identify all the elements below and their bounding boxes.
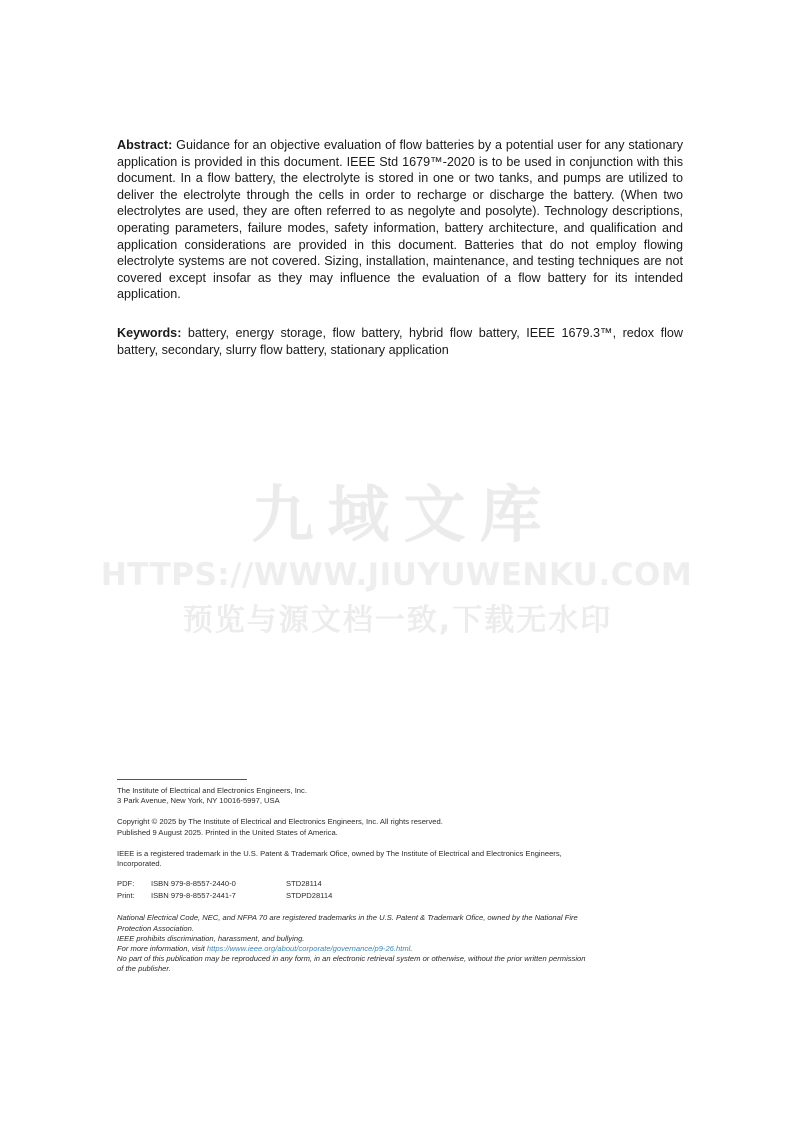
trademark-line-2: Incorporated. bbox=[117, 859, 162, 869]
published-line: Published 9 August 2025. Printed in the United States of America. bbox=[117, 827, 338, 837]
abstract-label: Abstract: bbox=[117, 138, 173, 152]
isbn-kind-pdf: PDF: bbox=[117, 879, 135, 889]
table-row bbox=[117, 879, 332, 891]
footer-divider bbox=[117, 779, 247, 780]
legal-nec-line-2: Protection Association. bbox=[117, 923, 194, 933]
isbn-number-pdf: ISBN 979-8-8557-2440-0 bbox=[151, 879, 236, 889]
isbn-kind-print: Print: bbox=[117, 890, 135, 900]
isbn-number-print: ISBN 979-8-8557-2441-7 bbox=[151, 890, 236, 900]
watermark-url: HTTPS://WWW.JIUYUWENKU.COM bbox=[100, 557, 693, 594]
legal-reproduction-line-2: of the publisher. bbox=[117, 964, 171, 974]
legal-discrimination-line: IEEE prohibits discrimination, harassment, and bullying. bbox=[117, 933, 305, 943]
keywords-paragraph bbox=[117, 325, 683, 358]
table-row bbox=[117, 891, 332, 903]
more-info-suffix: . bbox=[410, 944, 413, 954]
publisher-address: 3 Park Avenue, New York, NY 10016-5997, USA bbox=[117, 796, 280, 806]
trademark-block bbox=[117, 849, 683, 869]
colophon-footer bbox=[117, 779, 683, 975]
isbn-table bbox=[117, 879, 332, 902]
copyright-block bbox=[117, 817, 683, 837]
keywords-label: Keywords: bbox=[117, 325, 182, 340]
legal-nec-line-1: National Electrical Code, NEC, and NFPA 70 are registered trademarks in the U.S. Patent & Trademark Ofice, owned by the National Fire bbox=[117, 913, 578, 923]
governance-policy-link[interactable]: https://www.ieee.org/about/corporate/governance/p9-26.html bbox=[206, 944, 411, 954]
isbn-code-pdf: STD28114 bbox=[286, 879, 322, 889]
abstract-text: Guidance for an objective evaluation of flow batteries by a potential user for any stationary application is provided in this document. IEEE Std 1679™-2020 is to be used in conjunction with this document. In a flow battery, the electrolyte is stored in one or two tanks, and pumps are utilized to deliver the electrolyte through the cells in order to recharge or discharge the battery. (When two electrolytes are used, they are often referred to as negolyte and posolyte). Technology descriptions, operating parameters, failure modes, safety information, battery architecture, and qualification and application considerations are provided in this document. Batteries that do not employ flowing electrolyte systems are not covered. Sizing, installation, maintenance, and testing techniques are not covered except insofar as they may influence the evaluation of a flow battery for its intended application. bbox=[117, 138, 683, 302]
legal-more-info-line bbox=[117, 944, 683, 954]
abstract-paragraph bbox=[117, 137, 683, 303]
copyright-line: Copyright © 2025 by The Institute of Electrical and Electronics Engineers, Inc. All rights reserved. bbox=[117, 817, 443, 827]
watermark-tagline: 预览与源文档一致,下载无水印 bbox=[182, 603, 613, 638]
keywords-text: battery, energy storage, flow battery, hybrid flow battery, IEEE 1679.3™, redox flow battery, secondary, slurry flow battery, stationary application bbox=[117, 325, 683, 357]
watermark-overlay bbox=[0, 478, 793, 642]
legal-reproduction-line-1: No part of this publication may be reproduced in any form, in an electronic retrieval system or otherwise, without the prior written permission bbox=[117, 954, 586, 964]
page-content bbox=[117, 137, 683, 358]
isbn-code-print: STDPD28114 bbox=[286, 890, 333, 900]
trademark-line-1: IEEE is a registered trademark in the U.S. Patent & Trademark Ofice, owned by The Institute of Electrical and Electronics Engineers, bbox=[117, 848, 562, 858]
watermark-title: 九域文库 bbox=[251, 478, 556, 551]
publisher-name: The Institute of Electrical and Electronics Engineers, Inc. bbox=[117, 786, 307, 795]
legal-notice-block bbox=[117, 913, 683, 974]
more-info-prefix: For more information, visit bbox=[117, 944, 207, 954]
publisher-block bbox=[117, 786, 683, 806]
